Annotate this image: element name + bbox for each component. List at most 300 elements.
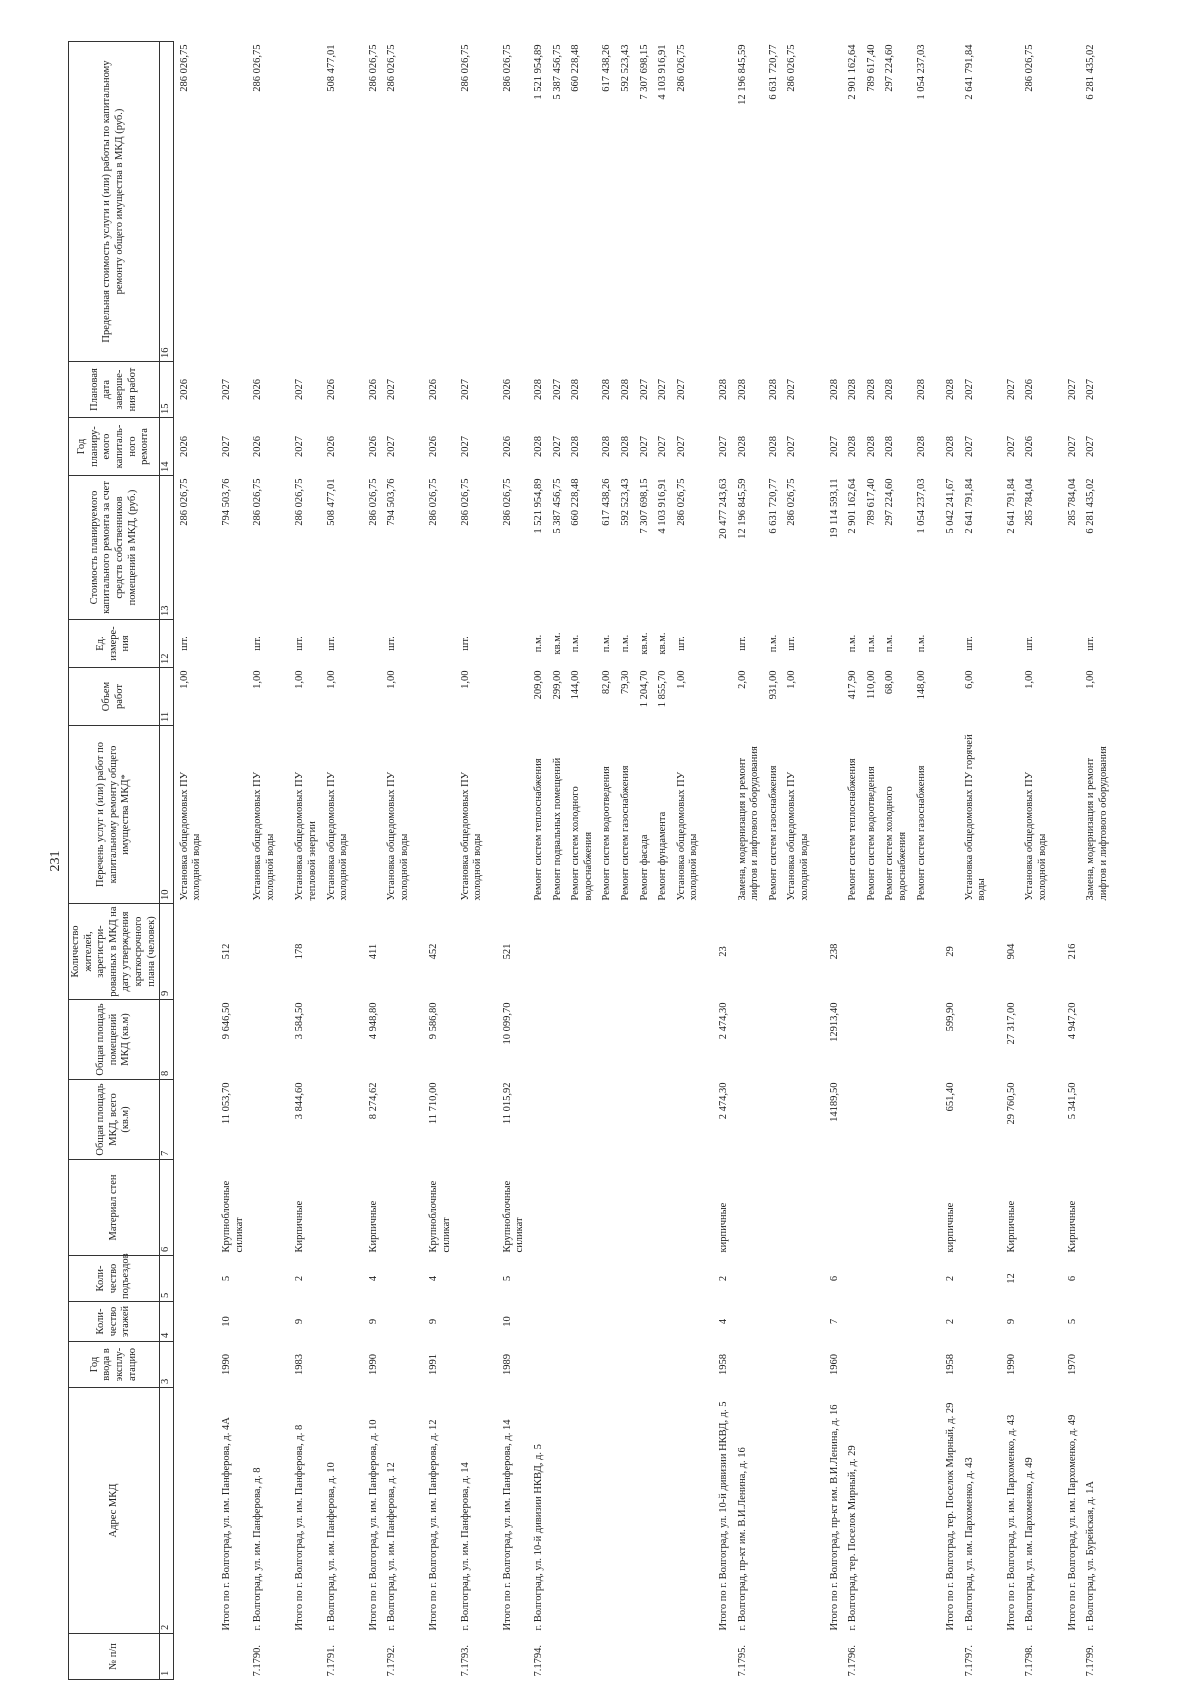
repair-year-cell: 2028 [570, 436, 582, 457]
residents-cell [247, 904, 278, 1000]
planned-cost-cell: 789 617,40 [865, 478, 877, 526]
col-number: 16 [160, 42, 174, 362]
max-cost-cell [205, 42, 247, 362]
total-area-cell [321, 1080, 352, 1160]
unit-cell: п.м. [620, 634, 631, 653]
completion-date-cell: 2028 [847, 379, 859, 400]
floors-cell: 9 [428, 1318, 440, 1325]
unit-cell [205, 620, 247, 668]
completion-date-cell: 2028 [717, 379, 729, 400]
repair-year-cell: 2028 [945, 436, 957, 457]
repair-year-cell: 2028 [865, 436, 877, 457]
floors-cell [763, 1302, 782, 1342]
table-row [321, 42, 352, 1680]
table-row [247, 42, 278, 1680]
work-volume-cell: 1,00 [252, 670, 264, 689]
work-volume-cell: 1,00 [786, 670, 798, 689]
header-row [69, 42, 160, 1680]
total-area-cell: 11 710,00 [428, 1082, 440, 1125]
table-row [911, 42, 930, 1680]
row-number-cell [205, 1634, 247, 1680]
table-row [842, 42, 861, 1680]
planned-cost-cell: 19 114 593,11 [828, 478, 840, 539]
max-cost-cell: 617 438,26 [601, 44, 613, 92]
completion-date-cell: 2026 [325, 379, 337, 400]
entrances-cell [842, 1256, 861, 1302]
total-area-cell [565, 1080, 596, 1160]
row-number-cell [565, 1634, 596, 1680]
repair-year-cell: 2028 [915, 436, 927, 457]
row-number-cell [671, 1634, 702, 1680]
premises-area-cell [763, 1000, 782, 1080]
table-row [615, 42, 634, 1680]
work-volume-cell [1051, 668, 1081, 726]
repair-year-cell: 2028 [533, 436, 545, 457]
table-row [1080, 42, 1111, 1680]
floors-cell: 9 [367, 1318, 379, 1325]
work-volume-cell: 931,00 [767, 670, 779, 700]
entrances-cell [381, 1256, 412, 1302]
unit-cell [702, 620, 732, 668]
repair-year-cell: 2027 [551, 436, 563, 457]
planned-cost-cell: 794 503,76 [220, 478, 232, 526]
table-row-total [278, 42, 320, 1680]
col-number: 11 [160, 668, 174, 726]
row-number-cell: 7.1798. [1024, 1645, 1036, 1677]
residents-cell [615, 904, 634, 1000]
table-row-total [1051, 42, 1081, 1680]
row-number-cell [547, 1634, 566, 1680]
unit-cell: шт. [252, 636, 264, 651]
total-area-cell: 11 015,92 [501, 1082, 513, 1125]
address-cell: Итого по г. Волгоград, пр-кт им. В.И.Ленина, д. 16 [828, 1404, 840, 1631]
premises-area-cell [547, 1000, 566, 1080]
total-area-cell [652, 1080, 671, 1160]
premises-area-cell: 4 947,20 [1066, 1002, 1078, 1040]
work-description-cell: Ремонт систем теплоснабжения [533, 758, 545, 901]
wall-material-cell [634, 1160, 653, 1256]
repair-year-cell: 2028 [847, 436, 859, 457]
max-cost-cell: 6 631 720,77 [767, 44, 779, 100]
work-volume-cell: 68,00 [884, 670, 896, 695]
entrances-cell: 12 [1005, 1273, 1017, 1284]
year-built-cell [547, 1342, 566, 1388]
residents-cell [455, 904, 486, 1000]
entrances-cell [959, 1256, 990, 1302]
repair-year-cell: 2027 [963, 436, 975, 457]
work-description-cell [205, 726, 247, 904]
entrances-cell [455, 1256, 486, 1302]
entrances-cell [911, 1256, 930, 1302]
max-cost-cell: 286 026,75 [367, 44, 379, 92]
table-row [528, 42, 547, 1680]
residents-cell: 512 [220, 943, 232, 960]
wall-material-cell [781, 1160, 812, 1256]
completion-date-cell: 2028 [865, 379, 877, 400]
entrances-cell: 4 [428, 1275, 440, 1282]
address-cell: г. Волгоград, ул. им. Панферова, д. 14 [459, 1462, 471, 1631]
col-header: Предельная стоимость услуги и (или) работы по капитальному ремонту общего имущества в МКД (руб.) [69, 42, 160, 362]
max-cost-cell: 286 026,75 [386, 44, 398, 92]
address-cell: г. Волгоград, ул. 10-й дивизии НКВД, д. 5 [533, 1444, 545, 1631]
work-description-cell: Установка общедомовых ПУ холодной воды [178, 771, 203, 901]
table-body [173, 42, 1111, 1680]
wall-material-cell [861, 1160, 880, 1256]
residents-cell: 904 [1005, 943, 1017, 960]
capital-repair-table [68, 41, 1111, 1680]
completion-date-cell: 2027 [1066, 379, 1078, 400]
row-number-cell: 7.1792. [386, 1645, 398, 1677]
row-number-cell [634, 1634, 653, 1680]
repair-year-cell: 2027 [1066, 436, 1078, 457]
wall-material-cell [1019, 1160, 1050, 1256]
total-area-cell [671, 1080, 702, 1160]
unit-cell: шт. [675, 636, 687, 651]
repair-year-cell: 2027 [657, 436, 669, 457]
year-built-cell: 1990 [1005, 1354, 1017, 1375]
total-area-cell [1080, 1080, 1111, 1160]
entrances-cell [596, 1256, 615, 1302]
year-built-cell [671, 1342, 702, 1388]
unit-cell [929, 620, 959, 668]
residents-cell: 452 [428, 943, 440, 960]
max-cost-cell: 6 281 435,02 [1085, 44, 1097, 100]
address-cell: г. Волгоград, тер. Поселок Мирный, д. 29 [847, 1445, 859, 1631]
row-number-cell [861, 1634, 880, 1680]
address-cell: г. Волгоград, ул. им. Панферова, д. 10 [325, 1462, 337, 1631]
unit-cell: п.м. [865, 634, 877, 653]
entrances-cell: 2 [717, 1275, 729, 1282]
premises-area-cell: 12913,40 [828, 1002, 840, 1042]
col-header: Материал стен [69, 1160, 160, 1256]
total-area-cell [732, 1080, 763, 1160]
work-volume-cell: 82,00 [601, 670, 613, 695]
year-built-cell: 1958 [717, 1354, 729, 1375]
unit-cell [486, 620, 528, 668]
col-header: Коли-чество этажей [69, 1302, 160, 1342]
work-volume-cell: 6,00 [963, 670, 975, 689]
completion-date-cell: 2028 [570, 379, 582, 400]
wall-material-cell [528, 1160, 547, 1256]
residents-cell [879, 904, 910, 1000]
total-area-cell [634, 1080, 653, 1160]
premises-area-cell [321, 1000, 352, 1080]
max-cost-cell: 2 641 791,84 [963, 44, 975, 100]
year-built-cell: 1970 [1066, 1354, 1078, 1375]
max-cost-cell [278, 42, 320, 362]
unit-cell: п.м. [847, 634, 859, 653]
wall-material-cell [763, 1160, 782, 1256]
table-row [381, 42, 412, 1680]
wall-material-cell: кирпичные [945, 1202, 957, 1253]
repair-year-cell: 2026 [252, 436, 264, 457]
year-built-cell: 1990 [220, 1354, 232, 1375]
planned-cost-cell: 286 026,75 [675, 478, 687, 526]
completion-date-cell: 2027 [1085, 379, 1097, 400]
entrances-cell [321, 1256, 352, 1302]
planned-cost-cell: 286 026,75 [501, 478, 513, 526]
row-number-cell [929, 1634, 959, 1680]
wall-material-cell: Крупноблочные силикат [220, 1180, 245, 1253]
year-built-cell: 1990 [367, 1354, 379, 1375]
completion-date-cell: 2027 [963, 379, 975, 400]
work-description-cell [702, 726, 732, 904]
year-built-cell [247, 1342, 278, 1388]
floors-cell: 10 [220, 1316, 232, 1327]
address-cell: Итого по г. Волгоград, ул. им. Панферова, д. 8 [294, 1424, 306, 1631]
wall-material-cell [173, 1160, 205, 1256]
planned-cost-cell: 660 228,48 [570, 478, 582, 526]
premises-area-cell [173, 1000, 205, 1080]
premises-area-cell [959, 1000, 990, 1080]
entrances-cell: 4 [367, 1275, 379, 1282]
completion-date-cell: 2026 [367, 379, 379, 400]
completion-date-cell: 2028 [736, 379, 748, 400]
residents-cell [565, 904, 596, 1000]
col-number: 5 [160, 1256, 174, 1302]
premises-area-cell [671, 1000, 702, 1080]
residents-cell [781, 904, 812, 1000]
col-header: Плановая дата заверше-ния работ [69, 362, 160, 418]
total-area-cell [381, 1080, 412, 1160]
repair-year-cell: 2027 [1085, 436, 1097, 457]
premises-area-cell [247, 1000, 278, 1080]
premises-area-cell [861, 1000, 880, 1080]
floors-cell [911, 1302, 930, 1342]
work-description-cell: Установка общедомовых ПУ тепловой энергии [294, 771, 318, 901]
year-built-cell [173, 1342, 205, 1388]
wall-material-cell [615, 1160, 634, 1256]
max-cost-cell: 286 026,75 [675, 44, 687, 92]
residents-cell [652, 904, 671, 1000]
work-description-cell: Ремонт систем водоотведения [865, 766, 877, 901]
year-built-cell [911, 1342, 930, 1388]
completion-date-cell: 2028 [884, 379, 896, 400]
col-number: 15 [160, 362, 174, 418]
floors-cell [861, 1302, 880, 1342]
max-cost-cell [412, 42, 454, 362]
floors-cell [455, 1302, 486, 1342]
address-cell: г. Волгоград, ул. им. Пархоменко, д. 49 [1024, 1457, 1036, 1631]
table-row [732, 42, 763, 1680]
max-cost-cell: 286 026,75 [252, 44, 264, 92]
work-volume-cell [929, 668, 959, 726]
address-cell [879, 1388, 910, 1634]
wall-material-cell [1080, 1160, 1111, 1256]
planned-cost-cell: 2 641 791,84 [1005, 478, 1017, 534]
completion-date-cell: 2028 [828, 379, 840, 400]
unit-cell: шт. [736, 636, 748, 651]
premises-area-cell: 599,90 [945, 1002, 957, 1032]
work-volume-cell [205, 668, 247, 726]
premises-area-cell [381, 1000, 412, 1080]
entrances-cell [1019, 1256, 1050, 1302]
total-area-cell [861, 1080, 880, 1160]
wall-material-cell [813, 1160, 843, 1256]
entrances-cell [652, 1256, 671, 1302]
completion-date-cell: 2027 [459, 379, 471, 400]
residents-cell [1019, 904, 1050, 1000]
repair-year-cell: 2027 [220, 436, 232, 457]
row-number-cell [615, 1634, 634, 1680]
residents-cell: 23 [717, 946, 729, 957]
max-cost-cell: 286 026,75 [786, 44, 798, 92]
year-built-cell [455, 1342, 486, 1388]
year-built-cell [1019, 1342, 1050, 1388]
entrances-cell: 6 [1066, 1275, 1078, 1282]
address-cell [173, 1388, 205, 1634]
unit-cell: п.м. [601, 634, 613, 653]
wall-material-cell: Кирпичные [294, 1200, 306, 1253]
row-number-cell: 7.1791. [325, 1645, 337, 1677]
row-number-cell [486, 1634, 528, 1680]
col-number: 6 [160, 1160, 174, 1256]
entrances-cell [615, 1256, 634, 1302]
wall-material-cell: Кирпичные [1066, 1200, 1078, 1253]
planned-cost-cell: 286 026,75 [786, 478, 798, 526]
table-row [763, 42, 782, 1680]
max-cost-cell: 286 026,75 [1024, 44, 1036, 92]
unit-cell: п.м. [915, 634, 927, 653]
table-row-total [412, 42, 454, 1680]
floors-cell [173, 1302, 205, 1342]
year-built-cell [528, 1342, 547, 1388]
row-number-cell [596, 1634, 615, 1680]
residents-cell [763, 904, 782, 1000]
floors-cell [596, 1302, 615, 1342]
repair-year-cell: 2026 [367, 436, 379, 457]
total-area-cell [879, 1080, 910, 1160]
unit-cell: п.м. [570, 634, 582, 653]
work-description-cell: Ремонт систем холодного водоснабжения [570, 786, 594, 901]
unit-cell: шт. [178, 636, 190, 651]
entrances-cell [173, 1256, 205, 1302]
residents-cell [959, 904, 990, 1000]
year-built-cell: 1958 [945, 1354, 957, 1375]
floors-cell: 7 [828, 1318, 840, 1325]
residents-cell: 411 [367, 943, 379, 960]
year-built-cell [781, 1342, 812, 1388]
residents-cell [671, 904, 702, 1000]
floors-cell: 10 [501, 1316, 513, 1327]
total-area-cell [763, 1080, 782, 1160]
floors-cell [732, 1302, 763, 1342]
work-volume-cell: 1,00 [178, 670, 190, 689]
repair-year-cell: 2026 [428, 436, 440, 457]
work-description-cell: Замена, модернизация и ремонт лифтов и лифтового оборудования [1085, 746, 1109, 901]
col-header: Общая площадь МКД, всего (кв.м) [69, 1080, 160, 1160]
col-number: 9 [160, 904, 174, 1000]
year-built-cell [763, 1342, 782, 1388]
max-cost-cell: 1 054 237,03 [915, 44, 927, 100]
work-volume-cell: 1,00 [386, 670, 398, 689]
wall-material-cell [959, 1160, 990, 1256]
address-cell: Итого по г. Волгоград, ул. им. Пархоменко, д. 49 [1066, 1414, 1078, 1631]
planned-cost-cell: 2 901 162,64 [847, 478, 859, 534]
premises-area-cell [565, 1000, 596, 1080]
residents-cell [842, 904, 861, 1000]
residents-cell [381, 904, 412, 1000]
work-volume-cell: 2,00 [736, 670, 748, 689]
entrances-cell [861, 1256, 880, 1302]
work-volume-cell: 79,30 [620, 670, 631, 695]
planned-cost-cell: 5 387 456,75 [551, 478, 563, 534]
work-volume-cell: 1,00 [1024, 670, 1036, 689]
planned-cost-cell: 7 307 698,15 [638, 478, 650, 534]
planned-cost-cell: 1 054 237,03 [915, 478, 927, 534]
max-cost-cell: 592 523,43 [620, 44, 631, 92]
table-row [565, 42, 596, 1680]
unit-cell: шт. [459, 636, 471, 651]
unit-cell [412, 620, 454, 668]
residents-cell: 521 [501, 943, 513, 960]
address-cell: Итого по г. Волгоград, ул. им. Панферова, д. 12 [428, 1419, 440, 1631]
work-description-cell: Установка общедомовых ПУ холодной воды [252, 771, 276, 901]
year-built-cell [861, 1342, 880, 1388]
entrances-cell: 5 [220, 1275, 232, 1282]
planned-cost-cell: 286 026,75 [178, 478, 190, 526]
wall-material-cell [732, 1160, 763, 1256]
address-cell: г. Волгоград, ул. им. Пархоменко, д. 43 [963, 1457, 975, 1631]
work-volume-cell: 148,00 [915, 670, 927, 700]
completion-date-cell: 2028 [945, 379, 957, 400]
repair-year-cell: 2027 [1005, 436, 1017, 457]
premises-area-cell [652, 1000, 671, 1080]
address-cell: г. Волгоград, пр-кт им. В.И.Ленина, д. 16 [736, 1447, 748, 1631]
planned-cost-cell: 286 026,75 [294, 478, 306, 526]
col-number: 12 [160, 620, 174, 668]
column-number-row [160, 42, 174, 1680]
max-cost-cell: 286 026,75 [459, 44, 471, 92]
unit-cell: кв.м. [657, 632, 669, 655]
planned-cost-cell: 5 042 241,67 [945, 478, 957, 534]
row-number-cell [652, 1634, 671, 1680]
floors-cell [381, 1302, 412, 1342]
unit-cell: шт. [963, 636, 975, 651]
total-area-cell [615, 1080, 634, 1160]
work-description-cell: Замена, модернизация и ремонт лифтов и лифтового оборудования [736, 746, 761, 901]
planned-cost-cell: 285 784,04 [1024, 478, 1036, 526]
residents-cell [634, 904, 653, 1000]
residents-cell [1080, 904, 1111, 1000]
work-volume-cell: 1,00 [675, 670, 687, 689]
completion-date-cell: 2026 [252, 379, 264, 400]
unit-cell: шт. [386, 636, 398, 651]
entrances-cell: 2 [945, 1275, 957, 1282]
year-built-cell [732, 1342, 763, 1388]
work-volume-cell: 110,00 [865, 670, 877, 699]
entrances-cell [1080, 1256, 1111, 1302]
total-area-cell [959, 1080, 990, 1160]
row-number-cell: 7.1799. [1085, 1645, 1097, 1677]
row-number-cell [763, 1634, 782, 1680]
table-row-total [929, 42, 959, 1680]
work-description-cell: Ремонт систем газоснабжения [767, 765, 779, 901]
col-header: Стоимость планируемого капитального ремонта за счет средств собственников помещений в МКД, (руб.) [69, 476, 160, 620]
entrances-cell [879, 1256, 910, 1302]
max-cost-cell: 297 224,60 [884, 44, 896, 92]
repair-year-cell: 2028 [736, 436, 748, 457]
wall-material-cell [671, 1160, 702, 1256]
total-area-cell: 14189,50 [828, 1082, 840, 1122]
total-area-cell [596, 1080, 615, 1160]
premises-area-cell [1019, 1000, 1050, 1080]
residents-cell: 238 [828, 943, 840, 960]
premises-area-cell: 4 948,80 [367, 1002, 379, 1040]
work-description-cell: Ремонт систем холодного водоснабжения [884, 786, 908, 901]
total-area-cell: 29 760,50 [1005, 1082, 1017, 1125]
repair-year-cell: 2028 [767, 436, 779, 457]
